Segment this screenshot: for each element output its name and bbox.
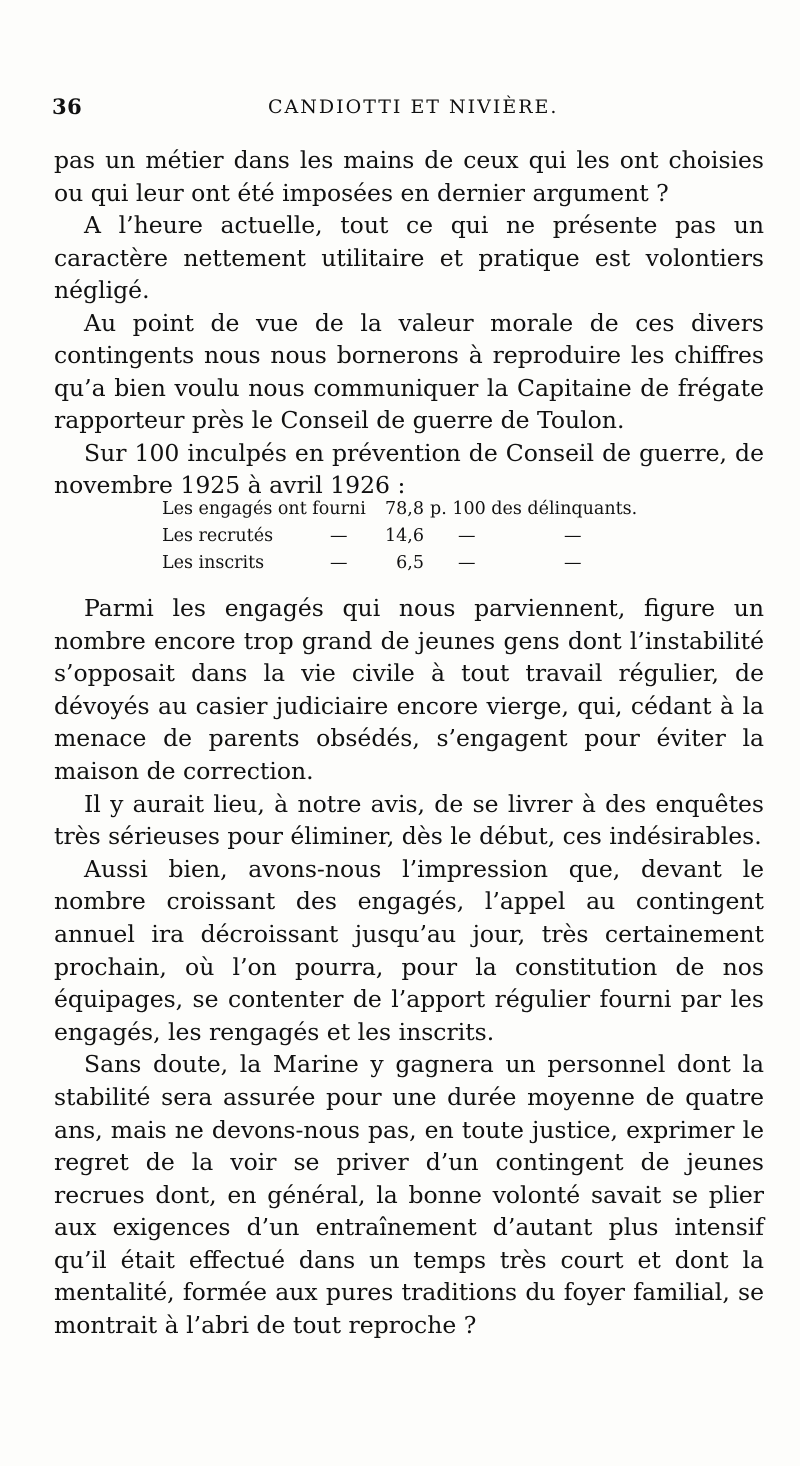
stats-value: 6,5	[396, 553, 424, 573]
page-number: 36	[52, 94, 83, 119]
ditto-dash: —	[330, 526, 348, 546]
stats-row	[162, 523, 662, 550]
stats-label: Les recrutés	[162, 526, 274, 546]
text-block-bottom	[54, 592, 764, 1342]
paragraph: Il y aurait lieu, à notre avis, de se livrer à des enquêtes très sérieuses pour éliminer, dès le début, ces indésirables.	[54, 789, 764, 851]
running-head: CANDIOTTI ET NIVIÈRE.	[268, 96, 559, 118]
paragraph: pas un métier dans les mains de ceux qui les ont choisies ou qui leur ont été imposées en dernier argument ?	[54, 146, 764, 207]
ditto-dash: —	[458, 526, 476, 546]
paragraph: Parmi les engagés qui nous parviennent, figure un nombre encore trop grand de jeunes gens dont l’instabilité s’opposait dans la vie civile à tout travail régulier, de dévoyés au casier judiciaire encore vierge, qui, cédant à la menace de parents obsédés, s’engagent pour éviter la maison de correction.	[54, 594, 764, 785]
paragraph: Au point de vue de la valeur morale de ces divers contingents nous nous bornerons à reproduire les chiffres qu’a bien voulu nous communiquer la Capitaine de frégate rapporteur près le Conseil de guerre de Toulon.	[54, 308, 764, 434]
statistics-table	[162, 496, 662, 577]
text-block-top	[54, 144, 764, 502]
ditto-dash: —	[564, 526, 582, 546]
stats-label: Les inscrits	[162, 553, 265, 573]
ditto-dash: —	[458, 553, 476, 573]
stats-value: 78,8	[385, 499, 424, 519]
paragraph: Aussi bien, avons-nous l’impression que, devant le nombre croissant des engagés, l’appel au contingent annuel ira décroissant jusqu’au jour, très certainement prochain, où l’on pourra, pour la constitution de nos équipages, se contenter de l’apport régulier fourni par les engagés, les rengagés et les inscrits.	[54, 854, 764, 1046]
paragraph: Sans doute, la Marine y gagnera un personnel dont la stabilité sera assurée pour une durée moyenne de quatre ans, mais ne devons-nous pas, en toute justice, exprimer le regret de la voir se priver d’un contingent de jeunes recrues dont, en général, la bonne volonté savait se plier aux exigences d’un entraînement d’autant plus intensif qu’il était effectué dans un temps très court et dont la mentalité, formée aux pures traditions du foyer familial, se montrait à l’abri de tout reproche ?	[54, 1050, 764, 1340]
stats-row	[162, 496, 662, 523]
paragraph: Sur 100 inculpés en prévention de Conseil de guerre, de novembre 1925 à avril 1926 :	[54, 438, 764, 499]
ditto-dash: —	[330, 553, 348, 573]
paragraph: A l’heure actuelle, tout ce qui ne présente pas un caractère nettement utilitaire et pratique est volontiers négligé.	[54, 211, 764, 304]
ditto-dash: —	[564, 553, 582, 573]
stats-unit: p. 100 des délinquants.	[430, 499, 638, 519]
stats-value: 14,6	[385, 526, 424, 546]
stats-row	[162, 550, 662, 577]
stats-label: Les engagés ont fourni	[162, 499, 366, 519]
page-header	[52, 94, 764, 134]
